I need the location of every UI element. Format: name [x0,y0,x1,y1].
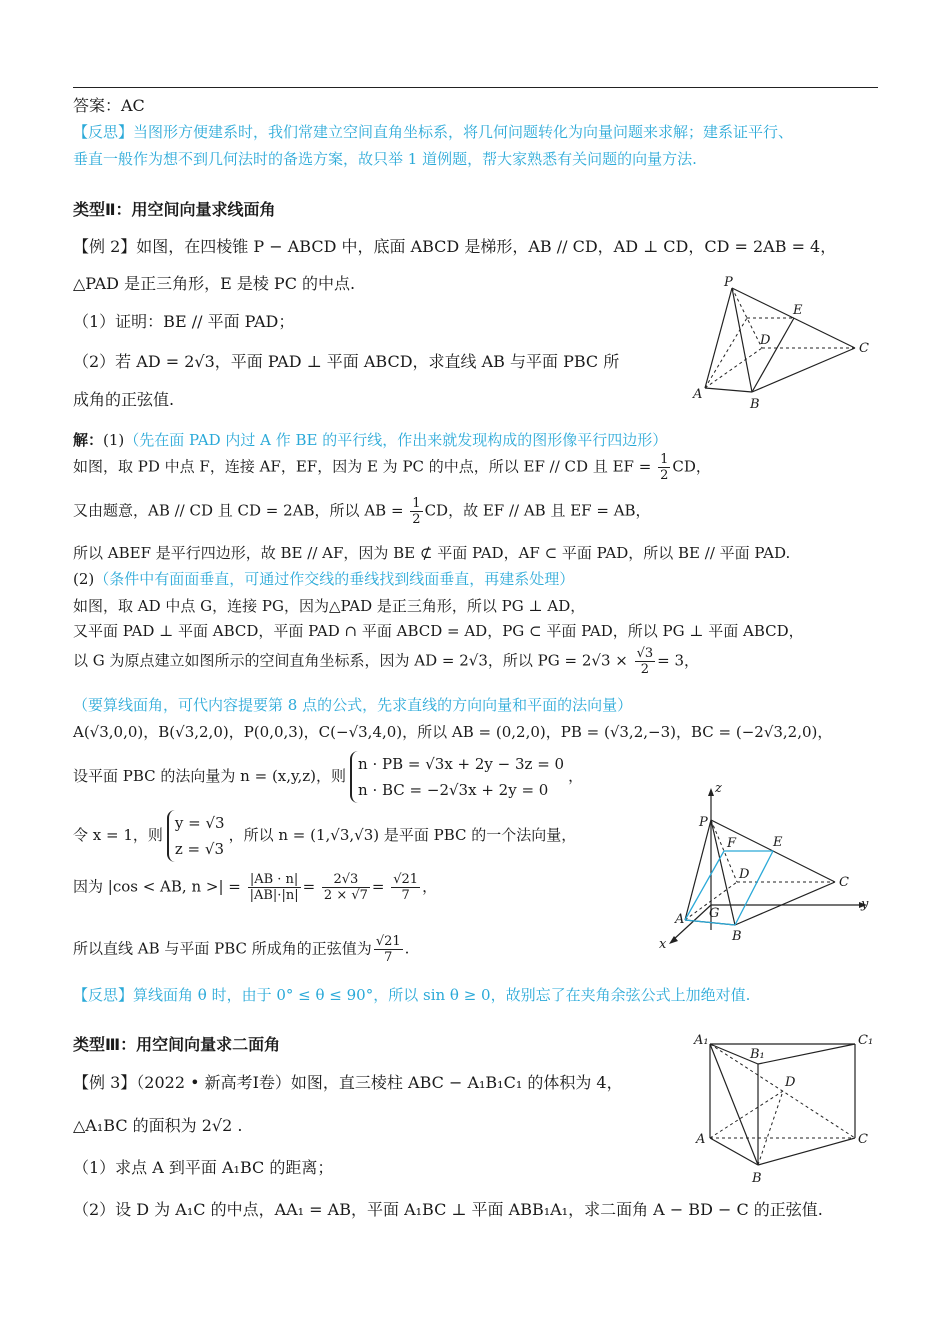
ex2-q2b: 成角的正弦值. [73,390,175,409]
edge-PA [705,288,732,388]
ex2-text1: 如图，在四棱锥 P − ABCD 中，底面 ABCD 是梯形，AB // CD，AD ⊥ CD，CD = 2AB = 4， [136,237,837,256]
sol-l9 [73,810,576,862]
label-D: D [760,333,771,348]
segment-AF [705,318,747,388]
label-B: B [732,929,742,944]
sol-l10 [73,872,437,903]
label-A: A [675,912,685,927]
label-B: B [750,397,760,412]
frac-half-2-num: 1 [412,496,421,511]
frac-cos-num: |AB · n| [248,872,301,888]
frac-ratio [322,872,370,903]
sol-l5: 又平面 PAD ⊥ 平面 ABCD，平面 PAD ∩ 平面 ABCD = AD，PG ⊂ 平面 PAD，所以 PG ⊥ 平面 ABCD， [73,622,804,640]
frac-half-1-num: 1 [660,452,669,467]
sol-l1-tail: CD， [672,457,711,476]
sol-l2-text: 又由题意，AB // CD 且 CD = 2AB，所以 AB = [73,501,409,520]
edge-B1C1 [758,1044,855,1064]
figure-prism [690,1030,880,1190]
type3-title: 类型Ⅲ：用空间向量求二面角 [73,1035,281,1054]
sol-l1 [73,452,711,483]
label-C: C [859,341,869,356]
figure-pyramid [690,270,880,415]
label-P: P [699,815,708,830]
label-C1: C₁ [858,1033,874,1048]
segment-BD [758,1091,783,1165]
reflect2-text: 算线面角 θ 时，由于 0° ≤ θ ≤ 90°，所以 sin θ ≥ 0，故别忘了在夹角余弦公式上加绝对值. [133,986,751,1004]
sol-l1-text: 如图，取 PD 中点 F，连接 AF，EF，因为 E 为 PC 的中点，所以 EF // CD 且 EF = [73,457,657,476]
ex3-head: 【例 3】 [73,1073,137,1092]
sol-l10-tail: ， [422,877,438,896]
frac-result [391,872,420,903]
label-P: P [724,275,733,290]
sol-part2-line [73,568,574,589]
sol-label: 解： [73,431,104,449]
ex2-line2: △PAD 是正三角形，E 是棱 PC 的中点. [73,274,356,293]
sol-l10-mid: = [302,877,320,896]
label-B1: B₁ [750,1047,765,1062]
frac-cos-den: |AB|·|n| [249,888,299,903]
frac-result-num: √21 [393,872,419,887]
label-x: x [659,937,667,952]
sol-p2: (2) [73,570,95,588]
sol-l4: 如图，取 AD 中点 G，连接 PG，因为△PAD 是正三角形，所以 PG ⊥ AD， [73,597,586,615]
sol-part1-line [73,429,667,450]
reflect1-line1 [73,121,793,142]
edge-PA [685,820,711,920]
sol-l2 [73,496,651,527]
frac-sqrt3-den: 2 [640,662,650,677]
equation-system-2 [167,810,225,862]
sol-l7: A(√3,0,0)，B(√3,2,0)，P(0,0,3)，C(−√3,4,0)，所以 AB = (0,2,0)，PB = (√3,2,−3)，BC = (−2√3,2,0)， [73,723,833,741]
axis-z-arrow [708,788,714,796]
answer: 答案：AC [73,96,145,115]
label-z: z [715,781,722,796]
frac-final [374,934,403,965]
label-A1: A₁ [694,1033,709,1048]
ex2-q2: （2）若 AD = 2√3，平面 PAD ⊥ 平面 ABCD，求直线 AB 与平面 PBC 所 [73,352,620,371]
segment-BE [752,318,794,392]
reflect1-tag: 【反思】 [73,123,134,141]
label-C: C [858,1132,868,1147]
ex2-line1 [73,234,836,257]
sol-l11-text: 所以直线 AB 与平面 PBC 所成角的正弦值为 [73,939,372,958]
frac-ratio-num: 2√3 [322,872,370,888]
frac-sqrt3-num: √3 [636,646,654,661]
label-E: E [793,303,803,318]
ex2-head: 【例 2】 [73,237,137,256]
reflect1-text1: 当图形方便建系时，我们常建立空间直角坐标系，将几何问题转化为向量问题来求解；建系证平行、 [133,123,794,141]
sol-l2-tail: CD，故 EF // AB 且 EF = AB， [424,501,651,520]
frac-half-1 [658,452,670,483]
edge-BC [758,1138,855,1165]
edge-PB [732,288,752,392]
reflect1-line2: 垂直一般作为想不到几何法时的备选方案，故只举 1 道例题，帮大家熟悉有关问题的向量方法. [73,150,697,168]
equation-system-1 [350,751,564,803]
sol-l11 [73,934,409,965]
segment-BE [735,851,773,925]
label-E: E [773,835,783,850]
sys2-eq1: y = √3 [174,814,225,832]
sol-l8 [73,751,583,803]
top-rule [73,87,878,88]
label-D: D [739,867,750,882]
ex3-line2: △A₁BC 的面积为 2√2 . [73,1116,243,1135]
sol-l11-tail: . [404,939,410,958]
sol-hint2: （条件中有面面垂直，可通过作交线的垂线找到线面垂直，再建系处理） [94,570,575,588]
label-C: C [839,875,849,890]
sol-l8-tail: ， [568,767,584,785]
label-A: A [693,387,703,402]
sol-l8-text: 设平面 PBC 的法向量为 n = (x,y,z)，则 [73,767,347,785]
label-y: y [861,897,869,912]
sol-hint1: （先在面 PAD 内过 A 作 BE 的平行线，作出来就发现构成的图形像平行四边形） [124,431,668,449]
frac-final-den: 7 [384,950,393,965]
label-G: G [709,906,720,921]
edge-AD [705,348,762,388]
sol-l3: 所以 ABEF 是平行四边形，故 BE // AF，因为 BE ⊄ 平面 PAD，AF ⊂ 平面 PAD，所以 BE // 平面 PAD. [73,544,791,562]
sol-l10-text: 因为 |cos < AB, n >| = [73,877,246,896]
sys1-eq2: n · BC = −2√3x + 2y = 0 [358,781,549,799]
edge-BC [752,348,855,392]
reflect2-line [73,984,750,1005]
edge-AB [710,1138,758,1165]
figure-coordinate-pyramid [655,780,880,955]
label-A: A [696,1132,706,1147]
sol-p1: (1) [103,431,125,449]
frac-result-den: 7 [401,888,410,903]
sol-hint3: （要算线面角，可代内容提要第 8 点的公式，先求直线的方向向量和平面的法向量） [73,696,633,714]
sys2-eq2: z = √3 [174,840,224,858]
frac-cos [248,872,301,903]
ex2-q1: （1）证明：BE // 平面 PAD； [73,312,295,331]
label-D: D [785,1075,796,1090]
frac-ratio-den: 2 × √7 [323,888,368,903]
segment-A1B [710,1044,758,1165]
edge-AB [705,388,752,392]
type2-title: 类型Ⅱ：用空间向量求线面角 [73,200,276,219]
sol-l6-text: 以 G 为原点建立如图所示的空间直角坐标系，因为 AD = 2√3，所以 PG = 2√3 × [73,651,633,670]
label-F: F [727,836,737,851]
frac-half-2-den: 2 [412,512,421,527]
sol-l6-tail: = 3， [657,651,700,670]
sol-l9-tail: ，所以 n = (1,√3,√3) 是平面 PBC 的一个法向量， [228,826,577,844]
sol-l10-mid2: = [371,877,390,896]
frac-sqrt3-over-2 [635,646,656,677]
ex3-line1 [73,1070,623,1093]
sol-l6 [73,646,699,677]
frac-half-2 [410,496,422,527]
segment-AD [710,1091,783,1138]
frac-half-1-den: 2 [660,468,669,483]
label-B: B [752,1171,762,1186]
edge-BC [735,882,835,925]
ex3-text1: （2022 • 新高考Ⅰ卷）如图，直三棱柱 ABC − A₁B₁C₁ 的体积为 4， [136,1073,623,1092]
reflect2-tag: 【反思】 [73,986,134,1004]
sol-l9-text: 令 x = 1，则 [73,826,163,844]
ex3-q2: （2）设 D 为 A₁C 的中点，AA₁ = AB，平面 A₁BC ⊥ 平面 ABB₁A₁，求二面角 A − BD − C 的正弦值. [73,1200,823,1219]
frac-final-num: √21 [375,934,401,949]
ex3-q1: （1）求点 A 到平面 A₁BC 的距离； [73,1158,334,1177]
sys1-eq1: n · PB = √3x + 2y − 3z = 0 [358,755,565,773]
